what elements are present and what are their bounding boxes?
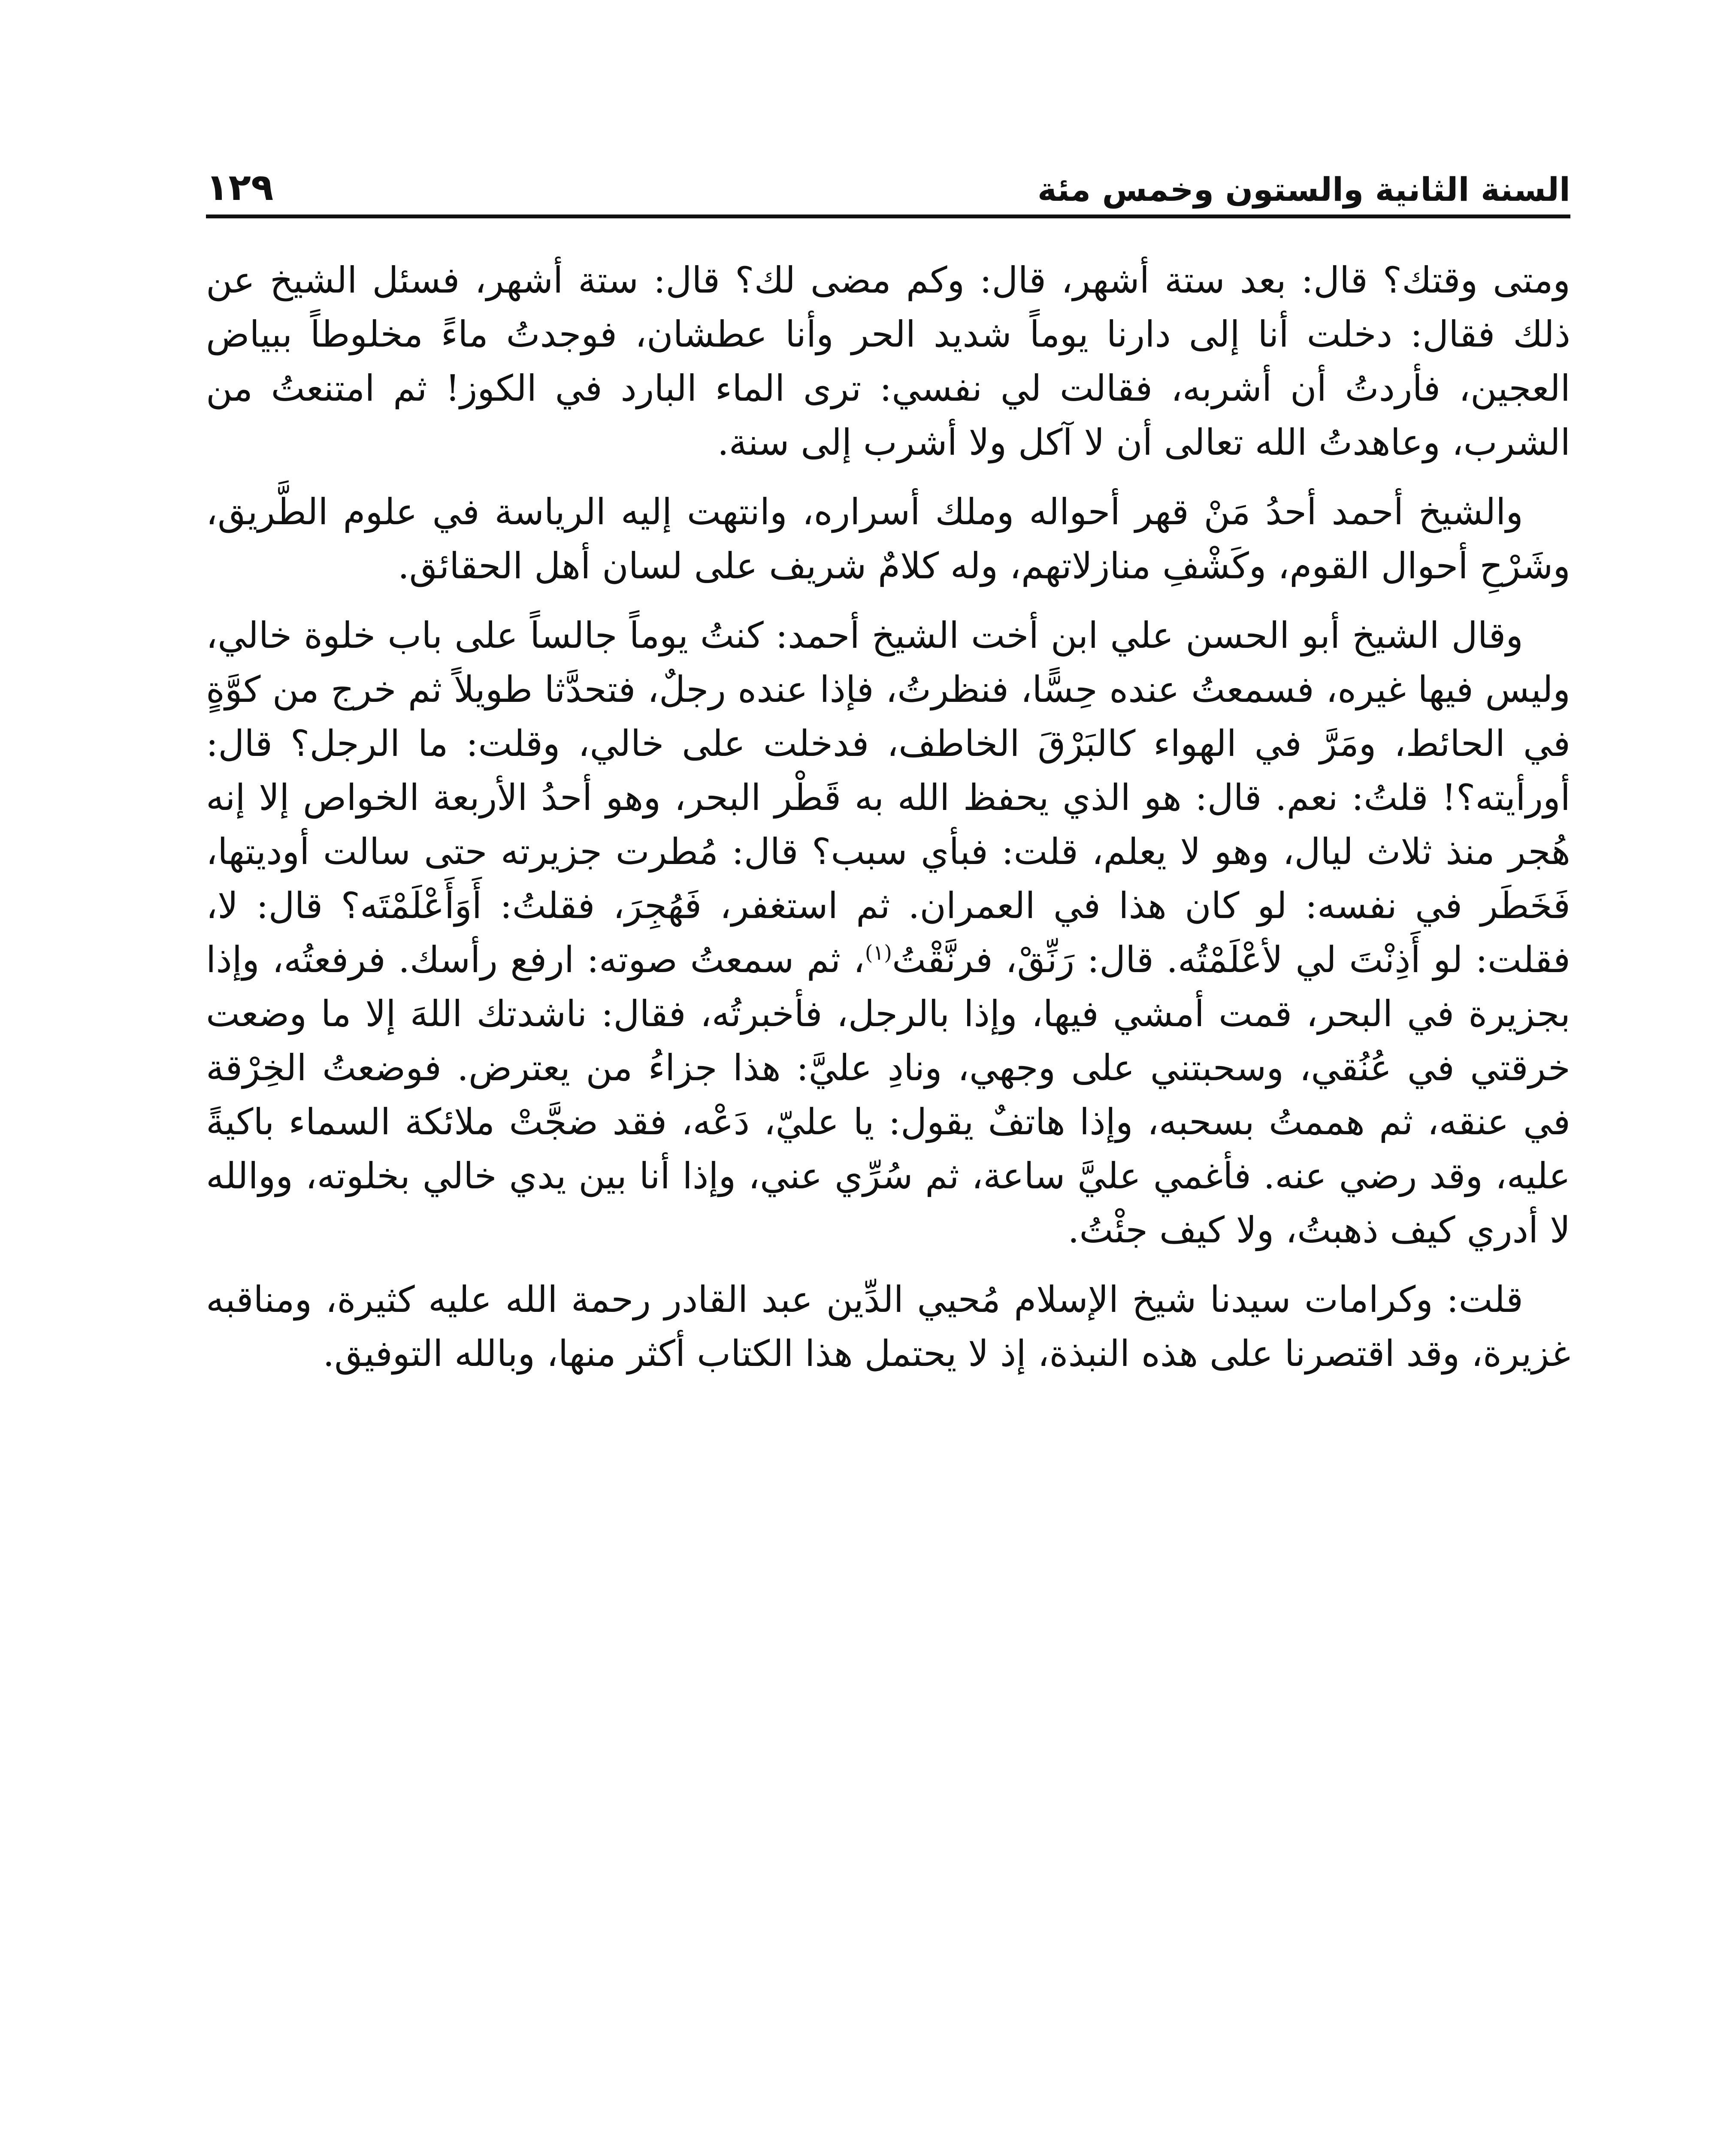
paragraph-2-text: والشيخ أحمد أحدُ مَنْ قهر أحواله وملك أسراره، وانتهت إليه الرياسة في علوم الطَّريق، وشَرْحِ أحوال القوم، وكَشْفِ منازلاتهم، وله كلامٌ شريف على لسان أهل الحقائق. <box>206 491 1570 587</box>
header-rule <box>206 214 1570 218</box>
paragraph-1 <box>206 253 1570 469</box>
paragraph-2 <box>206 485 1570 593</box>
paragraph-4-text: قلت: وكرامات سيدنا شيخ الإسلام مُحيي الدِّين عبد القادر رحمة الله عليه كثيرة، ومناقبه غزيرة، وقد اقتصرنا على هذه النبذة، إذ لا يحتمل هذا الكتاب أكثر منها، وبالله التوفيق. <box>206 1278 1570 1375</box>
paragraph-3 <box>206 608 1570 1257</box>
paragraph-1-text: ومتى وقتك؟ قال: بعد ستة أشهر، قال: وكم مضى لك؟ قال: ستة أشهر، فسئل الشيخ عن ذلك فقال: دخلت أنا إلى دارنا يوماً شديد الحر وأنا عطشان، فوجدتُ ماءً مخلوطاً ببياض العجين، فأردتُ أن أشربه، فقالت لي نفسي: ترى الماء البارد في الكوز! ثم امتنعتُ من الشرب، وعاهدتُ الله تعالى أن لا آكل ولا أشرب إلى سنة. <box>206 259 1570 463</box>
paragraph-3-text-a: وقال الشيخ أبو الحسن علي ابن أخت الشيخ أحمد: كنتُ يوماً جالساً على باب خلوة خالي، وليس فيها غيره، فسمعتُ عنده حِسًّا، فنظرتُ، فإذا عنده رجلٌ، فتحدَّثا طويلاً ثم خرج من كوَّةٍ في الحائط، ومَرَّ في الهواء كالبَرْقَ الخاطف، فدخلت على خالي، وقلت: ما الرجل؟ قال: أورأيته؟! قلتُ: نعم. قال: هو الذي يحفظ الله به قَطْر البحر، وهو أحدُ الأربعة الخواص إلا إنه هُجر منذ ثلاث ليال، وهو لا يعلم، قلت: فبأي سبب؟ قال: مُطرت جزيرته حتى سالت أوديتها، فَخَطَر في نفسه: لو كان هذا في العمران. ثم استغفر، فَهُجِرَ، فقلتُ: أَوَأَعْلَمْتَه؟ قال: لا، فقلت: لو أَذِنْتَ لي لأعْلَمْتُه. قال: رَنِّقْ، فرنَّقْتُ <box>206 614 1571 981</box>
footnote-reference[interactable]: (١) <box>865 941 892 965</box>
running-title: السنة الثانية والستون وخمس مئة <box>1037 170 1570 208</box>
paragraph-4 <box>206 1272 1570 1381</box>
main-text <box>206 253 1570 1396</box>
page-number: ١٢٩ <box>206 166 274 209</box>
paragraph-3-text-b: ، ثم سمعتُ صوته: ارفع رأسك. فرفعتُه، وإذا بجزيرة في البحر، قمت أمشي فيها، وإذا بالرجل، فأخبرتُه، فقال: ناشدتك اللهَ إلا ما وضعت خرقتي في عُنُقي، وسحبتني على وجهي، ونادِ عليَّ: هذا جزاءُ من يعترض. فوضعتُ الخِرْقة في عنقه، ثم هممتُ بسحبه، وإذا هاتفٌ يقول: يا عليّ، دَعْه، فقد ضجَّتْ ملائكة السماء باكيةً عليه، وقد رضي عنه. فأغمي عليَّ ساعة، ثم سُرِّي عني، وإذا أنا بين يدي خالي بخلوته، ووالله لا أدري كيف ذهبتُ، ولا كيف جئْتُ. <box>206 939 1570 1251</box>
running-head <box>206 154 1570 209</box>
